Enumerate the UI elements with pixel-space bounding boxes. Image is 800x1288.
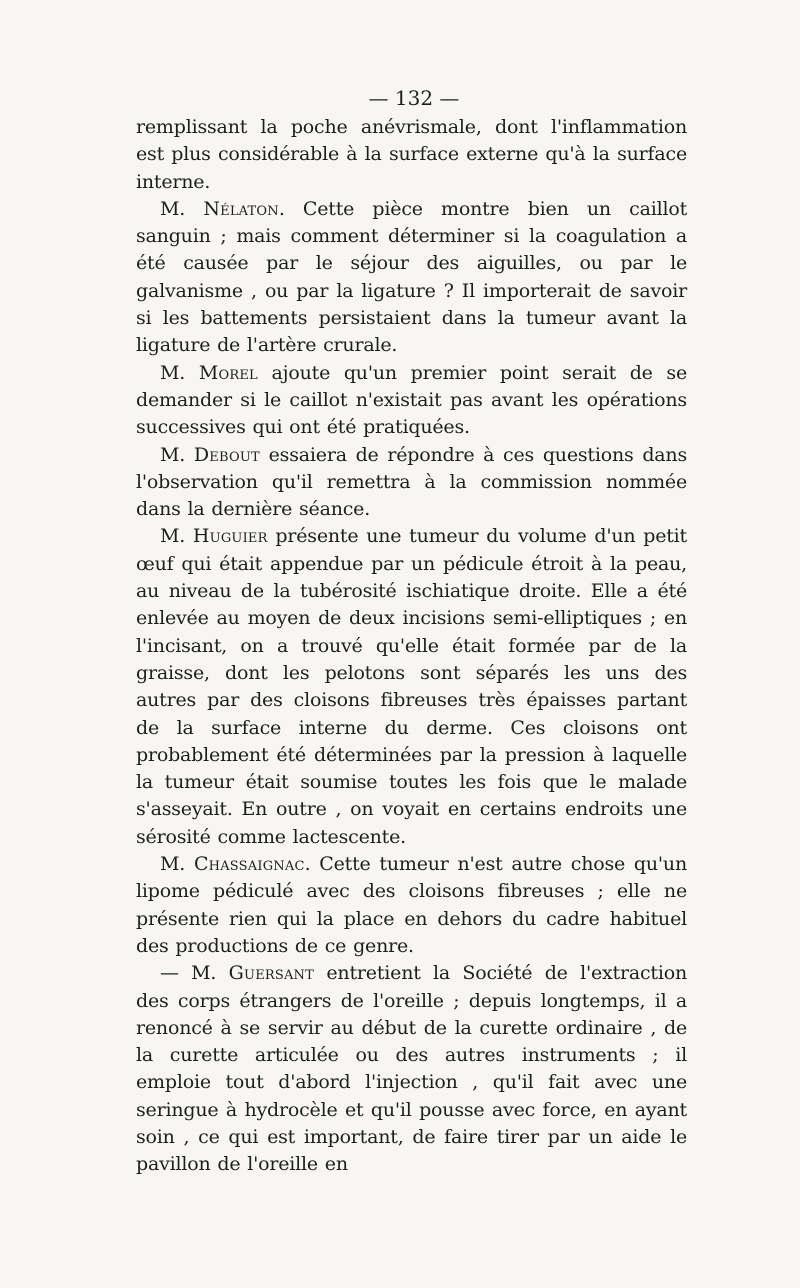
speaker-name: Debout (193, 443, 260, 466)
paragraph-debout (136, 442, 687, 524)
paragraph-morel (136, 360, 687, 442)
paragraph-text: . Cette tumeur n'est autre chose qu'un lipome pédiculé avec des cloisons fibreuses ; elle ne présente rien qui la place en dehors du cadre habituel des productions de ce genre. (136, 853, 688, 957)
paragraph-chassaignac (136, 851, 687, 960)
paragraph-guersant (136, 960, 687, 1178)
paragraph-lead: M. (160, 853, 194, 876)
body-text (136, 114, 687, 1179)
paragraph-text: entretient la Société de l'extraction des corps étrangers de l'oreille ; depuis longtemps, il a renoncé à se servir au début de la curette ordinaire , de la curette articulée ou des autres instruments ; il emploie tout d'abord l'injection , qu'il fait avec une seringue à hydrocèle et qu'il pousse avec force, en ayant soin , ce qui est important, de faire tirer par un aide le pavillon de l'oreille en (136, 962, 688, 1176)
speaker-name: Chassaignac (193, 853, 305, 876)
paragraph-lead: — M. (160, 962, 229, 985)
paragraph-lead: M. (160, 525, 193, 548)
paragraph-lead: M. (160, 443, 194, 466)
speaker-name: Nélaton (203, 197, 279, 220)
paragraph-continuation (136, 114, 687, 196)
paragraph-lead: M. (160, 197, 204, 220)
paragraph-text: remplissant la poche anévrismale, dont l'inflammation est plus considérable à la surface externe qu'à la surface interne. (136, 116, 687, 193)
paragraph-text: présente une tumeur du volume d'un petit œuf qui était appendue par un pédicule étroit à la peau, au niveau de la tubérosité ischiatique droite. Elle a été enlevée au moyen de deux incisions semi-elliptiques ; en l'incisant, on a trouvé qu'elle était formée par de la graisse, dont les pelotons sont séparés les uns des autres par des cloisons fibreuses très épaisses partant de la surface interne du derme. Ces cloisons ont probablement été déterminées par la pression à laquelle la tumeur était soumise toutes les fois que le malade s'asseyait. En outre , on voyait en certains endroits une sérosité comme lactescente. (136, 525, 687, 848)
speaker-name: Huguier (192, 525, 268, 548)
paragraph-text: essaiera de répondre à ces questions dans l'observation qu'il remettra à la commission nommée dans la dernière séance. (136, 443, 688, 521)
page-number: — 132 — (368, 86, 460, 110)
paragraph-nelaton (136, 196, 687, 360)
speaker-name: Guersant (228, 962, 315, 985)
paragraph-text: ajoute qu'un premier point serait de se demander si le caillot n'existait pas avant les opérations successives qui ont été pratiquées. (136, 361, 688, 439)
paragraph-huguier (136, 523, 687, 851)
paragraph-text: . Cette pièce montre bien un caillot sanguin ; mais comment déterminer si la coagulation a été causée par le séjour des aiguilles, ou par le galvanisme , ou par la ligature ? Il importerait de savoir si les battements persistaient dans la tumeur avant la ligature de l'artère crurale. (136, 197, 687, 357)
paragraph-lead: M. (160, 361, 199, 384)
speaker-name: Morel (198, 361, 258, 384)
